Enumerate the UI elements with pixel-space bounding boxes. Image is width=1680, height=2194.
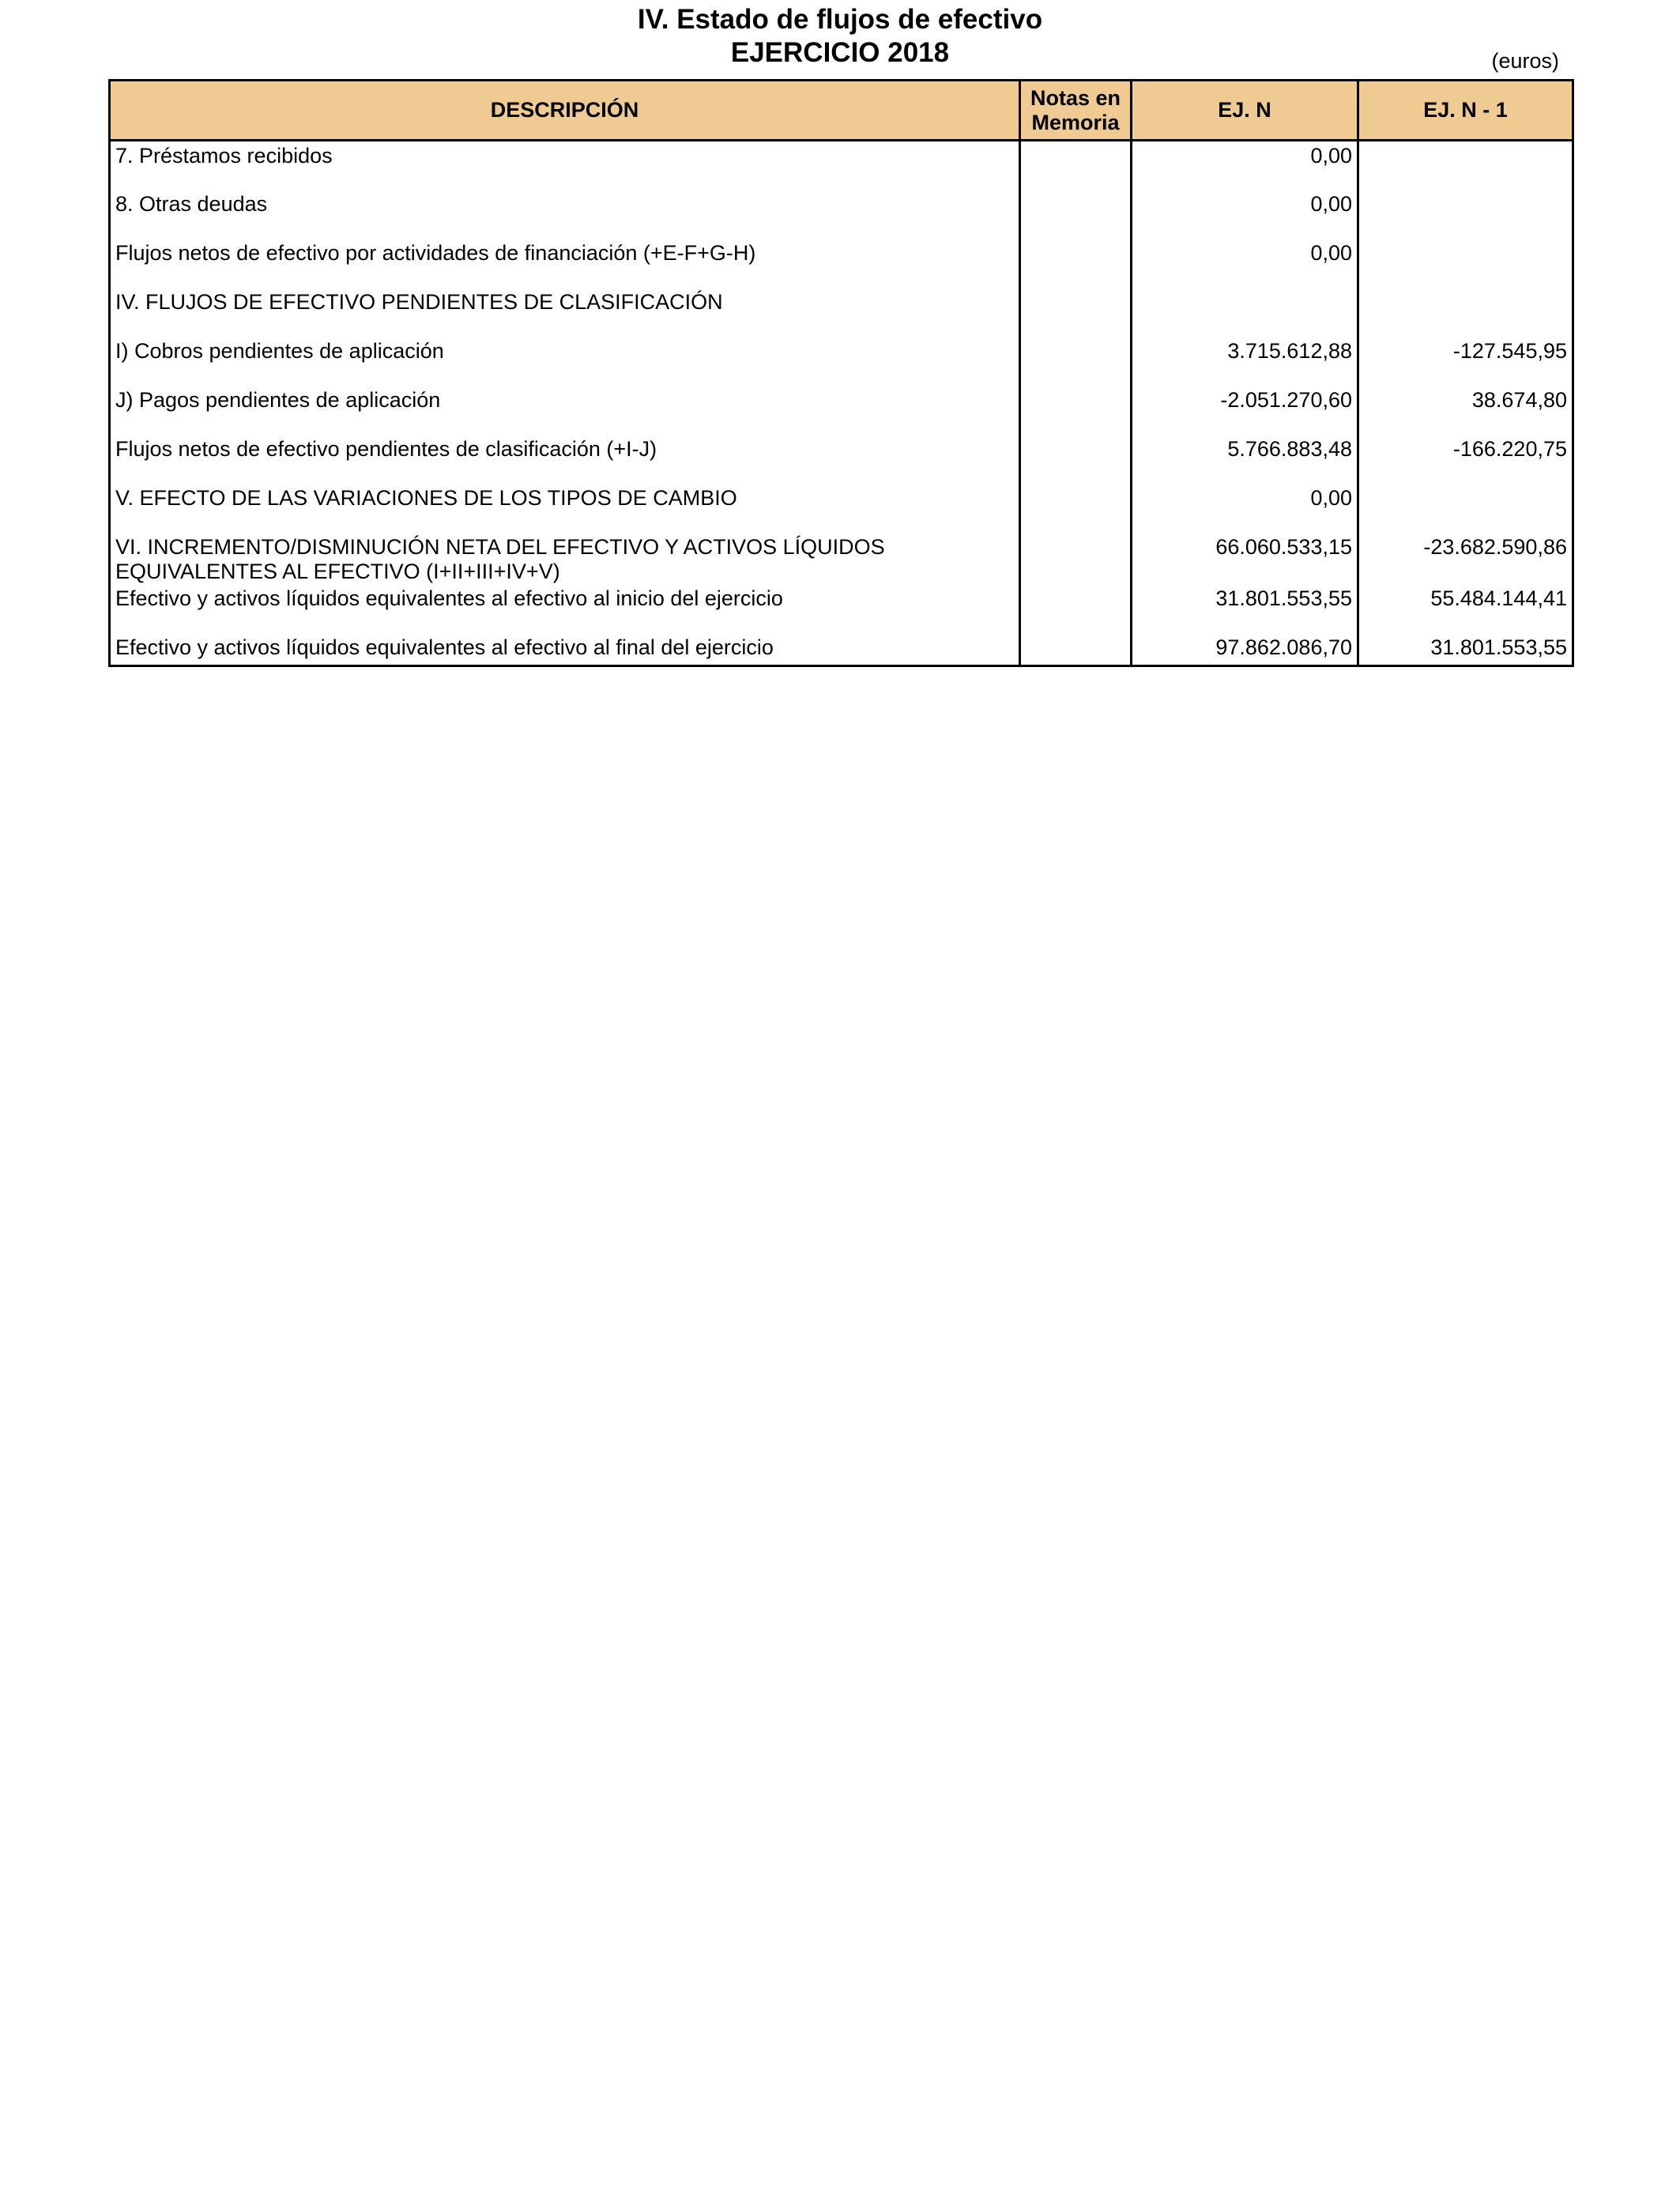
- row-descripcion: 8. Otras deudas: [110, 190, 1020, 239]
- row-notas: [1020, 337, 1132, 386]
- row-ej-n: 5.766.883,48: [1132, 435, 1358, 484]
- row-ej-n: 0,00: [1132, 190, 1358, 239]
- table-row: [110, 337, 1573, 386]
- table-row: [110, 141, 1573, 190]
- column-header-notas-line2: Memoria: [1031, 110, 1120, 134]
- row-descripcion-line1: VI. INCREMENTO/DISMINUCIÓN NETA DEL EFECTIVO Y ACTIVOS LÍQUIDOS: [115, 534, 885, 559]
- table-row: [110, 484, 1573, 533]
- column-header-notas-line1: Notas en: [1030, 85, 1121, 110]
- row-ej-n: 0,00: [1132, 239, 1358, 288]
- row-descripcion: J) Pagos pendientes de aplicación: [110, 386, 1020, 435]
- column-header-ej-n1: EJ. N - 1: [1358, 81, 1573, 141]
- row-descripcion: IV. FLUJOS DE EFECTIVO PENDIENTES DE CLASIFICACIÓN: [110, 288, 1020, 337]
- row-ej-n1: 31.801.553,55: [1358, 633, 1573, 666]
- table-header-row: [110, 81, 1573, 141]
- row-descripcion: I) Cobros pendientes de aplicación: [110, 337, 1020, 386]
- row-descripcion: Flujos netos de efectivo pendientes de clasificación (+I-J): [110, 435, 1020, 484]
- row-notas: [1020, 533, 1132, 584]
- row-descripcion: [110, 533, 1020, 584]
- row-ej-n1: [1358, 190, 1573, 239]
- row-ej-n: 31.801.553,55: [1132, 584, 1358, 633]
- column-header-descripcion: DESCRIPCIÓN: [110, 81, 1020, 141]
- row-descripcion: V. EFECTO DE LAS VARIACIONES DE LOS TIPOS DE CAMBIO: [110, 484, 1020, 533]
- row-notas: [1020, 239, 1132, 288]
- row-notas: [1020, 584, 1132, 633]
- table-row: [110, 288, 1573, 337]
- row-ej-n1: 38.674,80: [1358, 386, 1573, 435]
- units-label: (euros): [1491, 49, 1559, 73]
- row-ej-n1: [1358, 484, 1573, 533]
- row-ej-n: 0,00: [1132, 141, 1358, 190]
- row-ej-n: 0,00: [1132, 484, 1358, 533]
- page-title: IV. Estado de flujos de efectivo: [637, 4, 1043, 35]
- row-notas: [1020, 288, 1132, 337]
- row-ej-n1: -23.682.590,86: [1358, 533, 1573, 584]
- row-notas: [1020, 386, 1132, 435]
- row-notas: [1020, 190, 1132, 239]
- row-descripcion: Efectivo y activos líquidos equivalentes al efectivo al final del ejercicio: [110, 633, 1020, 666]
- page-subtitle: EJERCICIO 2018: [730, 37, 950, 68]
- row-descripcion: 7. Préstamos recibidos: [110, 141, 1020, 190]
- row-ej-n: 97.862.086,70: [1132, 633, 1358, 666]
- cash-flow-table: [108, 79, 1574, 667]
- row-ej-n: 66.060.533,15: [1132, 533, 1358, 584]
- column-header-ej-n: EJ. N: [1132, 81, 1358, 141]
- row-ej-n1: -127.545,95: [1358, 337, 1573, 386]
- row-ej-n1: -166.220,75: [1358, 435, 1573, 484]
- row-ej-n1: [1358, 288, 1573, 337]
- table-row: [110, 533, 1573, 584]
- row-ej-n: [1132, 288, 1358, 337]
- table-row: [110, 435, 1573, 484]
- row-ej-n: 3.715.612,88: [1132, 337, 1358, 386]
- table-row: [110, 190, 1573, 239]
- row-notas: [1020, 435, 1132, 484]
- row-ej-n1: 55.484.144,41: [1358, 584, 1573, 633]
- row-notas: [1020, 633, 1132, 666]
- row-notas: [1020, 484, 1132, 533]
- table-row: [110, 386, 1573, 435]
- table-row: [110, 239, 1573, 288]
- row-ej-n1: [1358, 239, 1573, 288]
- row-descripcion: Flujos netos de efectivo por actividades de financiación (+E-F+G-H): [110, 239, 1020, 288]
- row-descripcion-line2: EQUIVALENTES AL EFECTIVO (I+II+III+IV+V): [115, 559, 560, 583]
- row-descripcion: Efectivo y activos líquidos equivalentes al efectivo al inicio del ejercicio: [110, 584, 1020, 633]
- row-ej-n: -2.051.270,60: [1132, 386, 1358, 435]
- table-row: [110, 633, 1573, 666]
- column-header-notas: [1020, 81, 1132, 141]
- row-ej-n1: [1358, 141, 1573, 190]
- row-notas: [1020, 141, 1132, 190]
- table-row: [110, 584, 1573, 633]
